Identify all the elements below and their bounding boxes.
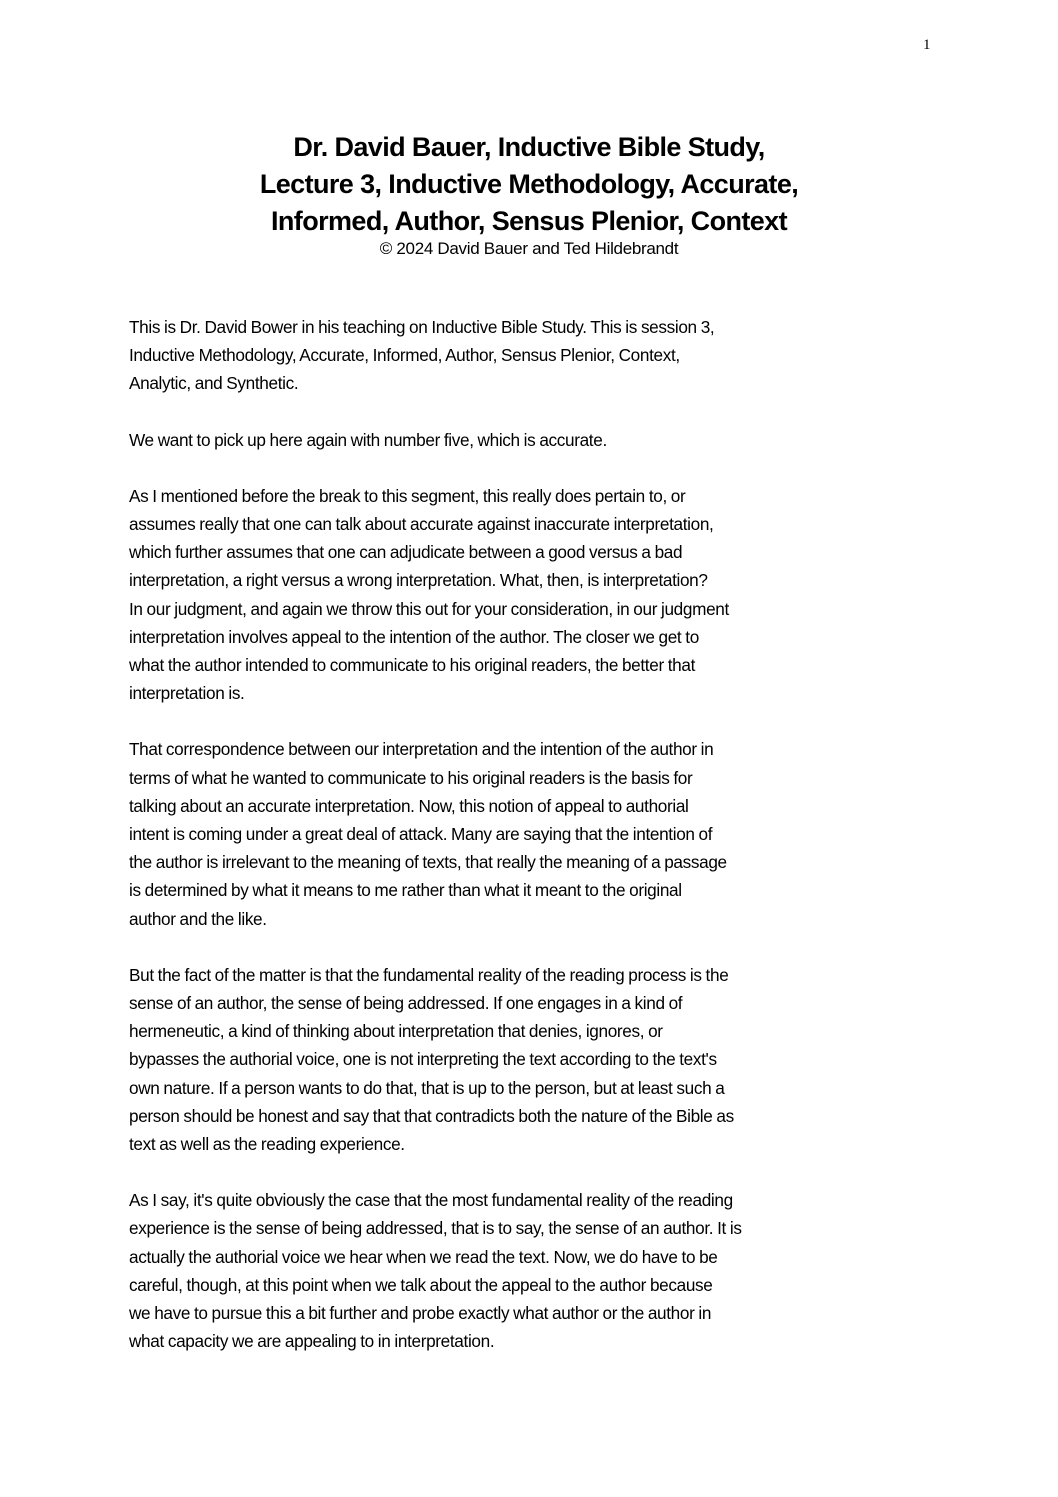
paragraph-accurate-interpretation (129, 482, 929, 708)
text-line: Analytic, and Synthetic. (129, 373, 299, 394)
text-line: careful, though, at this point when we talk about the appeal to the author because (129, 1274, 713, 1295)
text-line: interpretation, a right versus a wrong interpretation. What, then, is interpretation? (129, 570, 708, 591)
text-line: interpretation is. (129, 683, 245, 704)
text-line: assumes really that one can talk about accurate against inaccurate interpretation, (129, 514, 714, 535)
text-line: We want to pick up here again with number five, which is accurate. (129, 429, 607, 450)
paragraph-authorial-intent (129, 735, 929, 932)
paragraph-intro (129, 313, 929, 398)
text-line: This is Dr. David Bower in his teaching on Inductive Bible Study. This is session 3, (129, 317, 715, 337)
text-line: terms of what he wanted to communicate to his original readers is the basis for (129, 767, 693, 788)
text-line: author and the like. (129, 908, 267, 929)
document-body (129, 313, 929, 1384)
text-line: we have to pursue this a bit further and probe exactly what author or the author in (129, 1303, 712, 1324)
text-line: intent is coming under a great deal of attack. Many are saying that the intention of (129, 824, 713, 845)
text-line: actually the authorial voice we hear when we read the text. Now, we do have to be (129, 1246, 718, 1267)
paragraph-reading-process (129, 961, 929, 1158)
text-line: As I mentioned before the break to this segment, this really does pertain to, or (129, 485, 686, 506)
text-line: In our judgment, and again we throw this out for your consideration, in our judgment (129, 598, 729, 619)
text-line: experience is the sense of being addressed, that is to say, the sense of an author. It is (129, 1218, 742, 1239)
paragraph-sense-of-author (129, 1186, 929, 1355)
text-line: hermeneutic, a kind of thinking about interpretation that denies, ignores, or (129, 1021, 663, 1042)
text-line: As I say, it's quite obviously the case that the most fundamental reality of the reading (129, 1190, 733, 1211)
document-title (0, 129, 1058, 240)
text-line: the author is irrelevant to the meaning of texts, that really the meaning of a passage (129, 852, 727, 873)
text-line: sense of an author, the sense of being addressed. If one engages in a kind of (129, 993, 683, 1014)
text-line: what capacity we are appealing to in interpretation. (129, 1331, 495, 1352)
text-line: bypasses the authorial voice, one is not interpreting the text according to the text's (129, 1049, 717, 1070)
text-line: person should be honest and say that that contradicts both the nature of the Bible as (129, 1105, 734, 1126)
document-header (0, 129, 1058, 260)
text-line: Inductive Methodology, Accurate, Informed, Author, Sensus Plenior, Context, (129, 345, 680, 366)
page-number: 1 (923, 37, 931, 53)
text-line: own nature. If a person wants to do that, that is up to the person, but at least such a (129, 1077, 725, 1098)
text-line: interpretation involves appeal to the intention of the author. The closer we get to (129, 626, 699, 647)
text-line: what the author intended to communicate to his original readers, the better that (129, 655, 696, 676)
text-line: talking about an accurate interpretation. Now, this notion of appeal to authorial (129, 795, 689, 816)
paragraph-number-five (129, 426, 929, 454)
text-line: But the fact of the matter is that the fundamental reality of the reading process is the (129, 964, 729, 985)
copyright-notice: © 2024 David Bauer and Ted Hildebrandt (379, 239, 679, 258)
title-line: Informed, Author, Sensus Plenior, Context (271, 206, 787, 236)
text-line: which further assumes that one can adjudicate between a good versus a bad (129, 542, 683, 563)
title-line: Dr. David Bauer, Inductive Bible Study, (293, 132, 765, 162)
text-line: is determined by what it means to me rather than what it meant to the original (129, 880, 682, 901)
title-line: Lecture 3, Inductive Methodology, Accurate, (259, 169, 799, 199)
text-line: That correspondence between our interpretation and the intention of the author in (129, 739, 714, 760)
text-line: text as well as the reading experience. (129, 1134, 405, 1155)
